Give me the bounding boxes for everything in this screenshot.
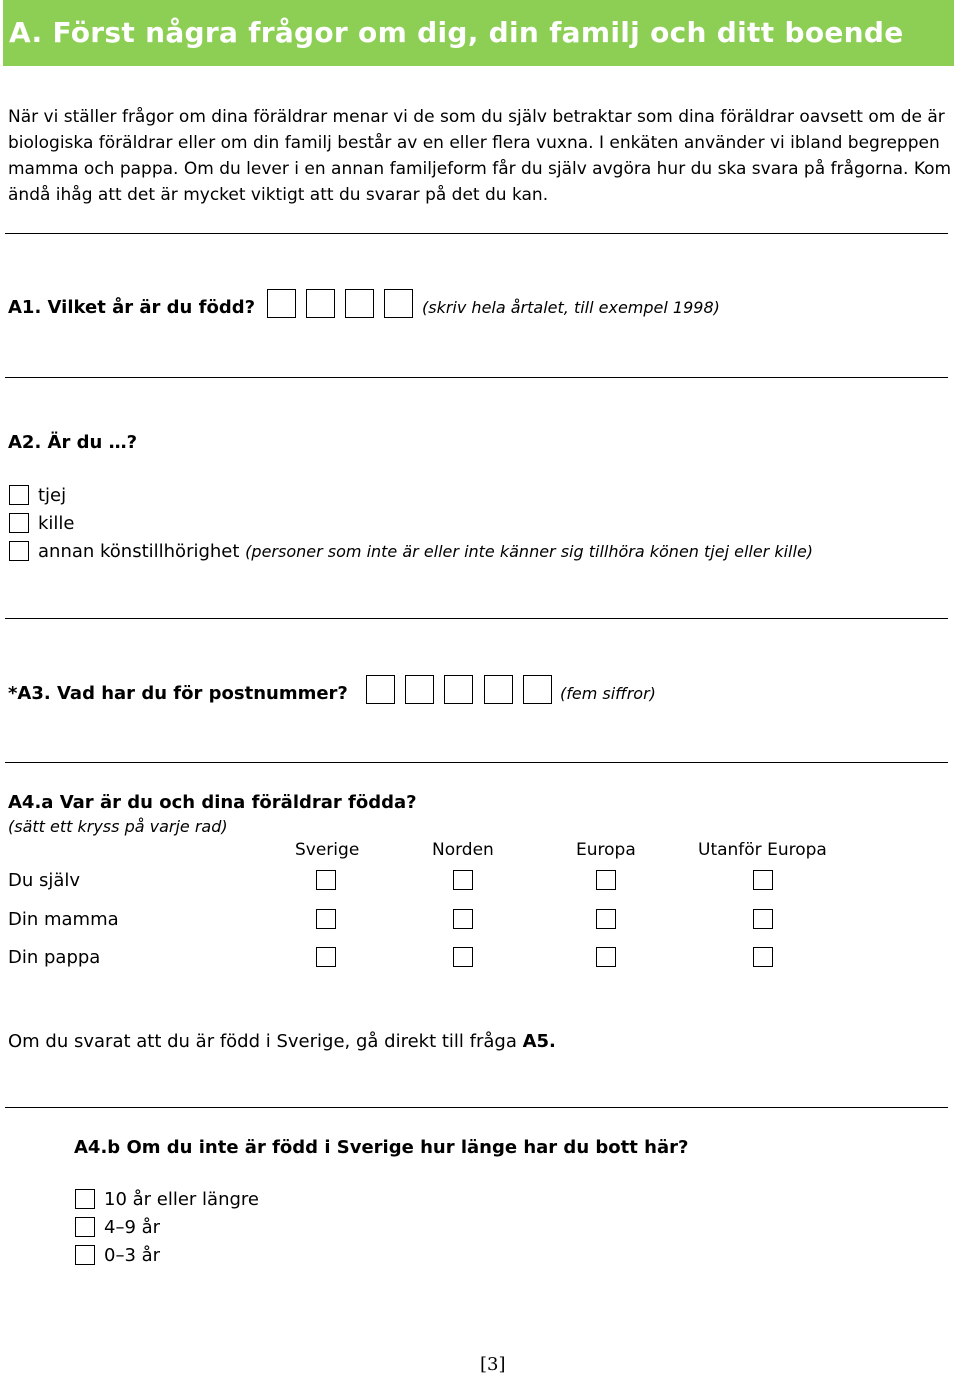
question-a1: A1. Vilket år är du född? <box>8 297 256 318</box>
intro-text: När vi ställer frågor om dina föräldrar menar vi de som du själv betraktar som dina föräldrar oavsett om de är biologiska föräldrar eller om din familj består av en eller flera vuxna. I enkäten använder vi ibland begreppen mamma och pappa. Om du lever i en annan familjeform får du själv avgöra hur du ska svara på frågorna. Kom ändå ihåg att det är mycket viktigt att du svarar på det du kan. <box>8 107 952 205</box>
question-a4a: A4.a Var är du och dina föräldrar födda? <box>8 792 417 813</box>
option-checkbox-kille[interactable] <box>9 513 29 533</box>
grid-checkbox[interactable] <box>316 870 336 890</box>
grid-checkbox[interactable] <box>753 870 773 890</box>
option-checkbox-0-3[interactable] <box>75 1245 95 1265</box>
grid-checkbox[interactable] <box>453 947 473 967</box>
grid-checkbox[interactable] <box>453 909 473 929</box>
year-digit-1[interactable] <box>267 289 296 318</box>
option-checkbox-4-9[interactable] <box>75 1217 95 1237</box>
option-checkbox-annan[interactable] <box>9 541 29 561</box>
grid-checkbox[interactable] <box>316 947 336 967</box>
option-label: tjej <box>38 485 67 506</box>
option-label: 0–3 år <box>104 1245 161 1266</box>
year-digit-2[interactable] <box>306 289 335 318</box>
divider <box>5 377 948 378</box>
option-hint: (personer som inte är eller inte känner sig tillhöra könen tjej eller kille) <box>245 542 814 561</box>
a1-hint: (skriv hela årtalet, till exempel 1998) <box>422 298 720 317</box>
option-label: annan könstillhörighet <box>38 541 240 562</box>
option-label: kille <box>38 513 75 534</box>
row-label-du-sjalv: Du själv <box>8 870 81 891</box>
column-header-europa: Europa <box>576 840 636 860</box>
option-label: 10 år eller längre <box>104 1189 259 1210</box>
postcode-digit-3[interactable] <box>444 675 473 704</box>
section-header: A. Först några frågor om dig, din familj och ditt boende <box>3 0 954 66</box>
option-checkbox-10-plus[interactable] <box>75 1189 95 1209</box>
grid-checkbox[interactable] <box>316 909 336 929</box>
page-number: [3] <box>480 1354 506 1375</box>
postcode-digit-5[interactable] <box>523 675 552 704</box>
a4a-hint: (sätt ett kryss på varje rad) <box>8 817 228 836</box>
row-label-din-mamma: Din mamma <box>8 909 119 930</box>
column-header-sverige: Sverige <box>295 840 360 860</box>
a3-hint: (fem siffror) <box>560 684 656 703</box>
grid-checkbox[interactable] <box>596 909 616 929</box>
skip-instruction <box>8 1031 556 1052</box>
option-label: 4–9 år <box>104 1217 161 1238</box>
grid-checkbox[interactable] <box>596 870 616 890</box>
year-digit-3[interactable] <box>345 289 374 318</box>
divider <box>5 1107 948 1108</box>
grid-checkbox[interactable] <box>453 870 473 890</box>
grid-checkbox[interactable] <box>753 947 773 967</box>
column-header-utanfor-europa: Utanför Europa <box>698 840 827 860</box>
option-label-annan <box>38 541 813 562</box>
postcode-digit-1[interactable] <box>366 675 395 704</box>
row-label-din-pappa: Din pappa <box>8 947 101 968</box>
question-a3: *A3. Vad har du för postnummer? <box>8 683 348 704</box>
postcode-digit-4[interactable] <box>484 675 513 704</box>
divider <box>5 233 948 234</box>
divider <box>5 618 948 619</box>
grid-checkbox[interactable] <box>596 947 616 967</box>
year-digit-4[interactable] <box>384 289 413 318</box>
divider <box>5 762 948 763</box>
grid-checkbox[interactable] <box>753 909 773 929</box>
option-checkbox-tjej[interactable] <box>9 485 29 505</box>
question-a2: A2. Är du …? <box>8 432 138 453</box>
postcode-digit-2[interactable] <box>405 675 434 704</box>
skip-target: A5. <box>522 1031 556 1052</box>
column-header-norden: Norden <box>432 840 494 860</box>
skip-instruction-text: Om du svarat att du är född i Sverige, gå direkt till fråga <box>8 1031 523 1052</box>
question-a4b: A4.b Om du inte är född i Sverige hur länge har du bott här? <box>74 1137 689 1158</box>
